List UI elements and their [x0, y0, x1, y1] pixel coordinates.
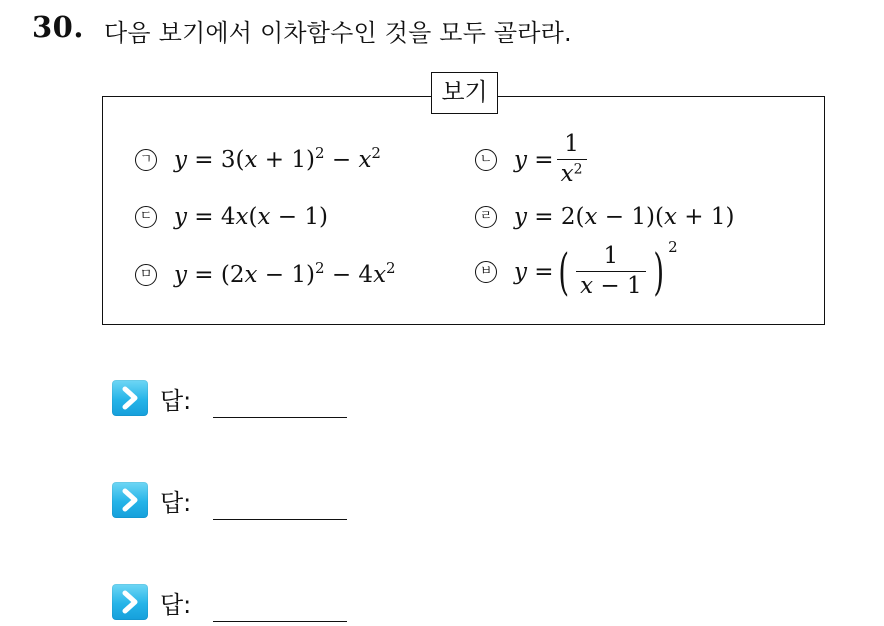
item-marker: ㅁ [135, 264, 157, 286]
answer-row-2 [112, 480, 372, 520]
question-text: 다음 보기에서 이차함수인 것을 모두 골라라. [104, 19, 572, 47]
item-marker: ㄱ [135, 149, 157, 171]
bogi-label: 보기 [431, 72, 498, 114]
bogi-item-1 [135, 144, 381, 173]
fraction: $\frac{1}{x^2}$ [557, 132, 587, 188]
bogi-item-5 [135, 259, 396, 288]
bogi-item-4 [475, 204, 734, 230]
left-paren: ( [557, 242, 569, 301]
equation: y = 2(x − 1)(x + 1) [514, 204, 735, 230]
item-marker: ㅂ [475, 261, 497, 283]
equation: y = 4x(x − 1) [174, 204, 328, 230]
right-paren: ) [653, 242, 664, 301]
item-marker: ㄴ [475, 149, 497, 171]
answer-blank[interactable] [213, 621, 347, 622]
bogi-item-3 [135, 204, 328, 230]
answer-label: 답: [160, 591, 192, 619]
bogi-item-6 [475, 238, 678, 301]
answer-row-3 [112, 582, 372, 622]
exponent: 2 [668, 238, 678, 256]
answer-blank[interactable] [213, 519, 347, 520]
answer-row-1 [112, 378, 372, 418]
fraction: $\frac{1}{x - 1}$ [576, 244, 646, 300]
chevron-right-icon [112, 584, 148, 620]
chevron-right-icon [112, 380, 148, 416]
bogi-item-2 [475, 132, 590, 188]
equation: $y = (2x - 1)^2 - 4x^2$ [174, 259, 396, 288]
answer-label: 답: [160, 387, 192, 415]
answer-blank[interactable] [213, 417, 347, 418]
item-marker: ㄷ [135, 206, 157, 228]
question-number: 30. [32, 10, 84, 44]
equation: y = [514, 146, 554, 173]
equation: y = [514, 258, 554, 285]
item-marker: ㄹ [475, 206, 497, 228]
equation: $y = 3(x + 1)^2 - x^2$ [174, 144, 381, 173]
answer-label: 답: [160, 489, 192, 517]
chevron-right-icon [112, 482, 148, 518]
